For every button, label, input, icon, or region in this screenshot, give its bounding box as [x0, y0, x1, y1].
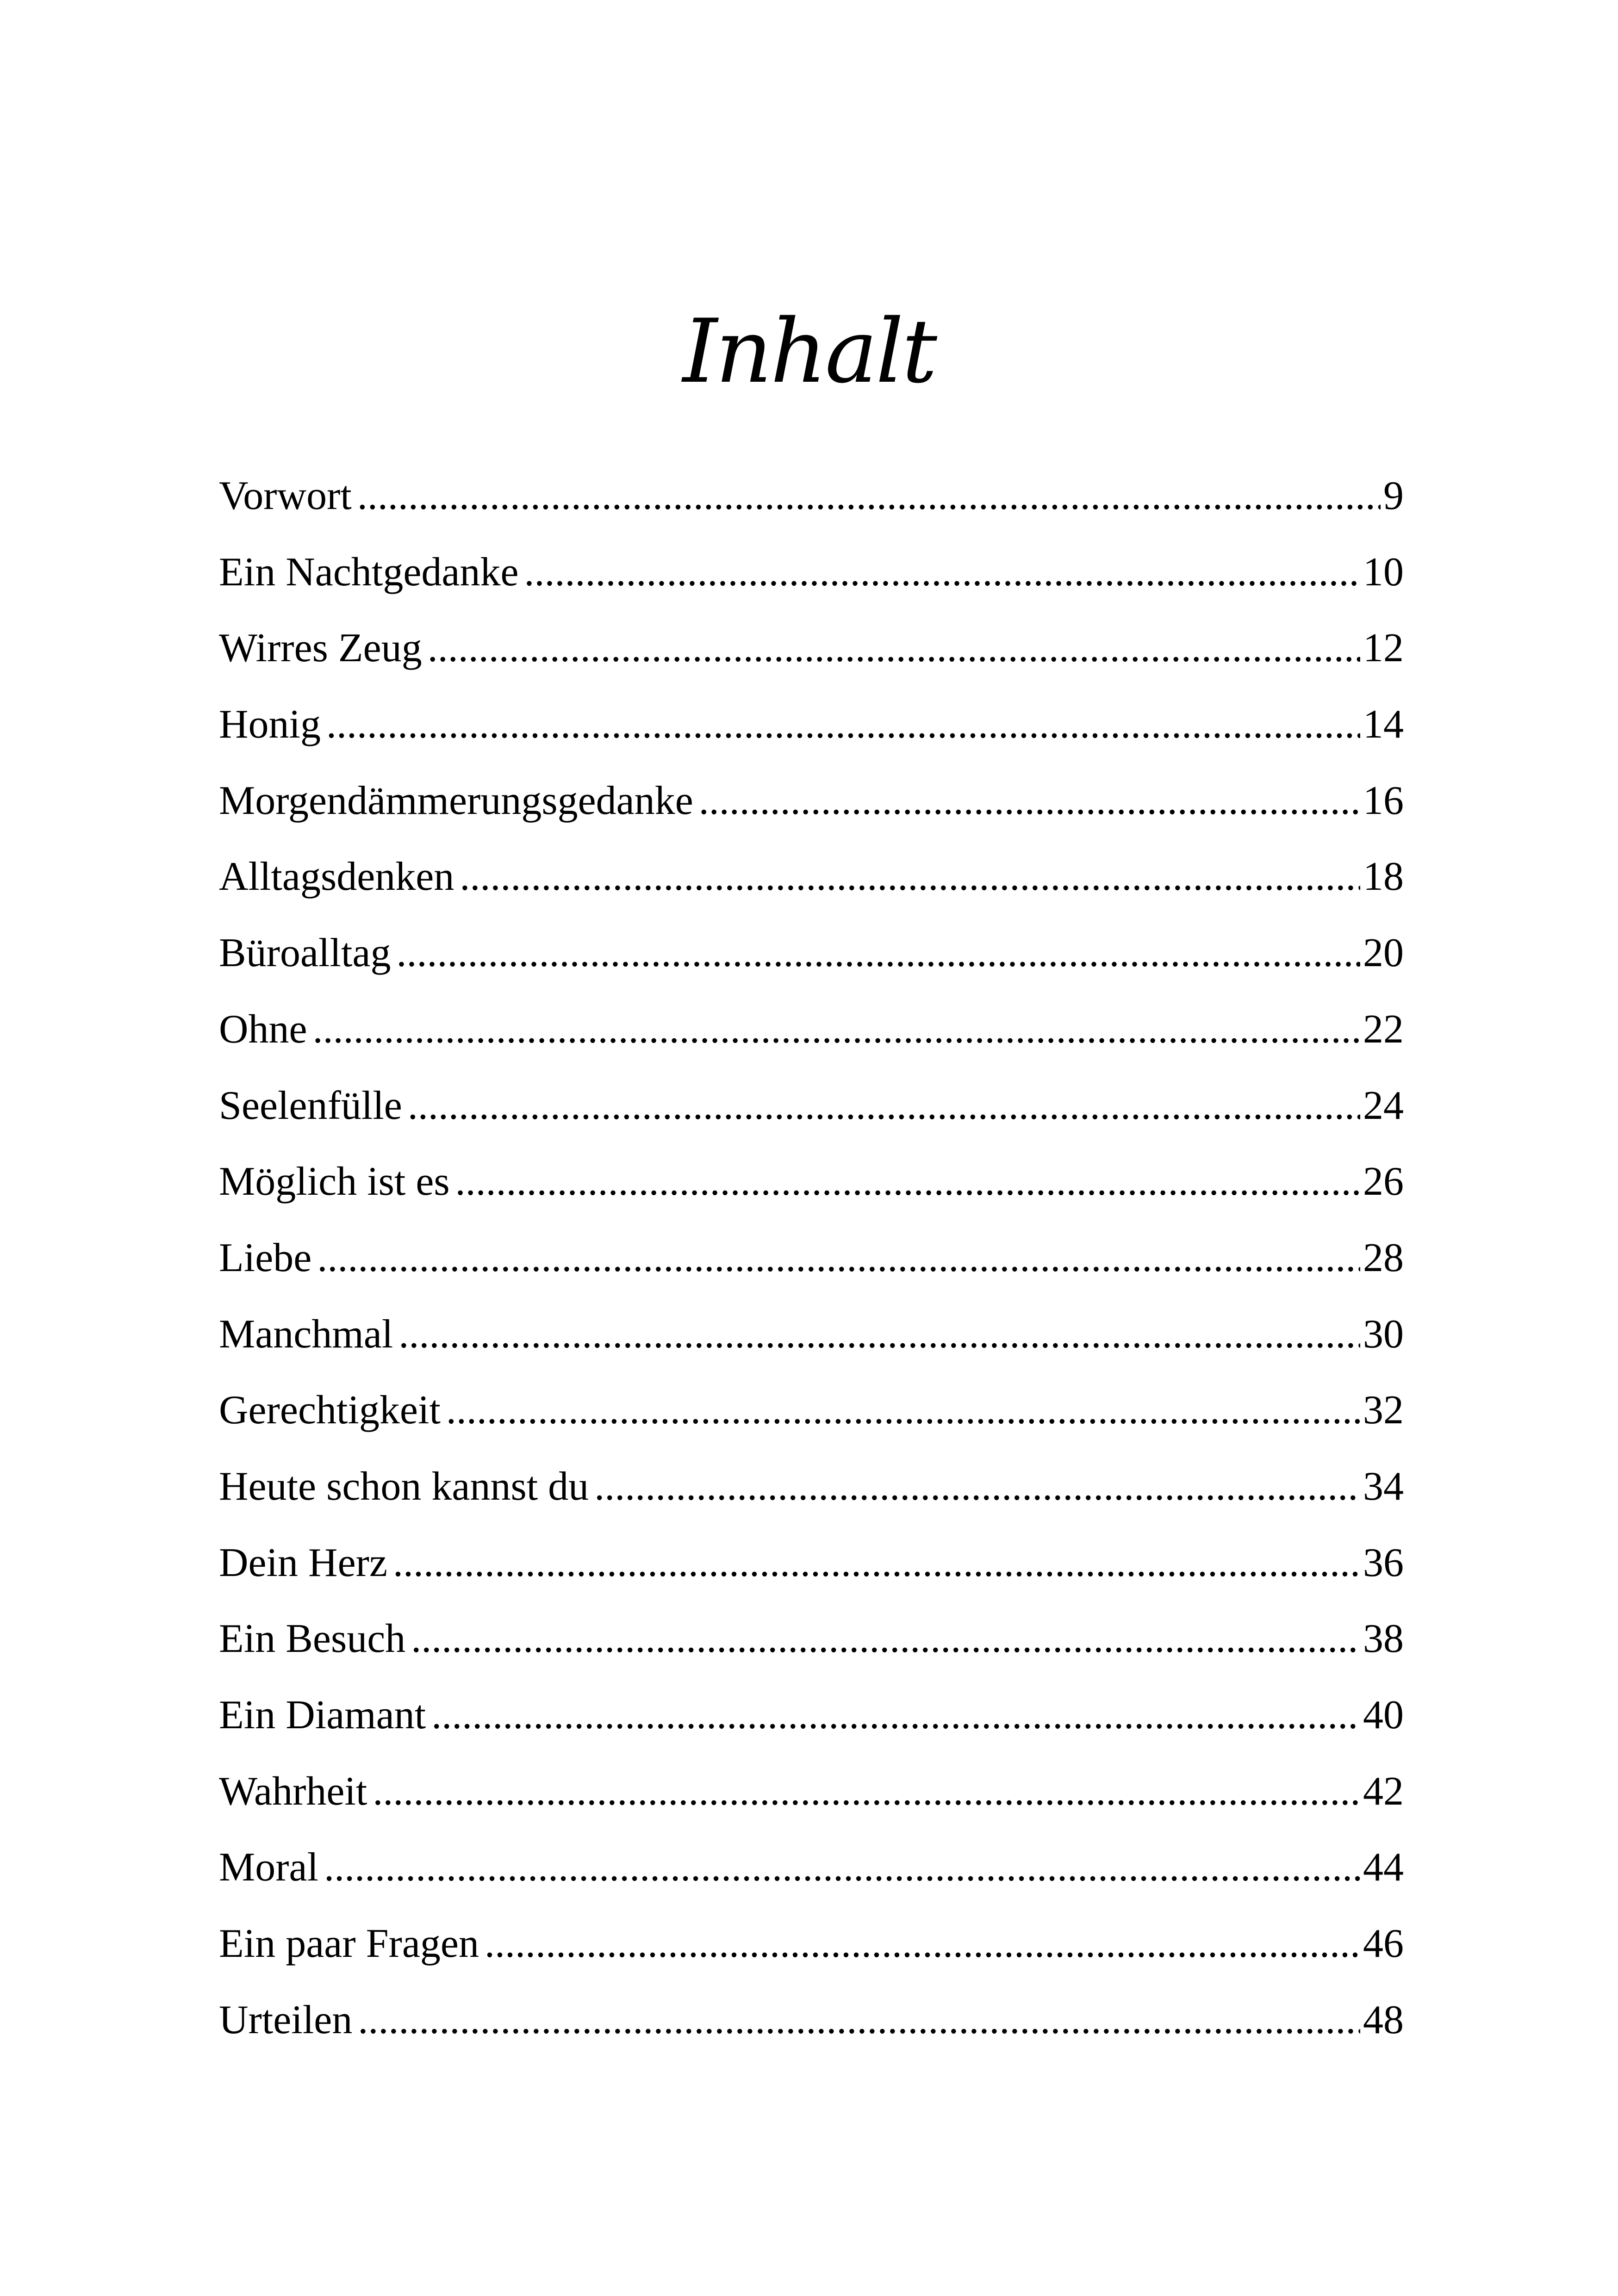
toc-entry-page: 16 — [1363, 778, 1404, 823]
toc-entry[interactable] — [219, 687, 1404, 763]
toc-entry[interactable] — [219, 534, 1404, 611]
toc-entry[interactable] — [219, 1068, 1404, 1144]
toc-entry-title: Manchmal — [219, 1311, 393, 1357]
toc-entry-page: 24 — [1363, 1083, 1404, 1128]
toc-entry-title: Urteilen — [219, 1997, 353, 2042]
dot-leader — [317, 1220, 1360, 1296]
toc-entry-title: Morgendämmerungsgedanke — [219, 778, 693, 823]
toc-entry-title: Möglich ist es — [219, 1159, 450, 1204]
dot-leader — [411, 1601, 1360, 1677]
dot-leader — [446, 1372, 1360, 1448]
dot-leader — [455, 1144, 1360, 1220]
page-title: Inhalt — [682, 300, 936, 403]
toc-entry[interactable] — [219, 992, 1404, 1068]
toc-entry-page: 14 — [1363, 702, 1404, 747]
toc-entry[interactable] — [219, 1449, 1404, 1525]
toc-entry-title: Wirres Zeug — [219, 626, 422, 671]
toc-entry-title: Seelenfülle — [219, 1083, 402, 1128]
toc-entry-title: Dein Herz — [219, 1540, 388, 1585]
toc-entry[interactable] — [219, 1982, 1404, 2059]
toc-entry-page: 30 — [1363, 1311, 1404, 1357]
dot-leader — [373, 1754, 1360, 1830]
dot-leader — [524, 534, 1361, 610]
dot-leader — [357, 458, 1381, 534]
toc-entry-title: Ein paar Fragen — [219, 1921, 479, 1967]
toc-entry-page: 40 — [1363, 1693, 1404, 1738]
toc-entry[interactable] — [219, 458, 1404, 534]
toc-entry-page: 36 — [1363, 1540, 1404, 1585]
toc-entry-title: Gerechtigkeit — [219, 1388, 441, 1433]
toc-entry-page: 44 — [1363, 1845, 1404, 1890]
toc-entry-title: Liebe — [219, 1235, 312, 1280]
dot-leader — [393, 1525, 1360, 1601]
toc-entry[interactable] — [219, 1220, 1404, 1297]
toc-entry[interactable] — [219, 1601, 1404, 1677]
dot-leader — [460, 839, 1360, 915]
toc-entry-page: 9 — [1383, 473, 1404, 518]
dot-leader — [699, 763, 1360, 839]
table-of-contents — [219, 458, 1404, 2058]
toc-entry-page: 48 — [1363, 1997, 1404, 2042]
toc-entry-title: Moral — [219, 1845, 319, 1890]
toc-entry[interactable] — [219, 839, 1404, 915]
toc-entry-page: 12 — [1363, 626, 1404, 671]
toc-entry-page: 32 — [1363, 1388, 1404, 1433]
toc-entry-title: Vorwort — [219, 473, 352, 518]
dot-leader — [396, 915, 1360, 991]
toc-entry-page: 42 — [1363, 1769, 1404, 1814]
toc-entry-page: 22 — [1363, 1006, 1404, 1052]
toc-entry-title: Honig — [219, 702, 321, 747]
toc-entry-page: 28 — [1363, 1235, 1404, 1280]
toc-entry[interactable] — [219, 1754, 1404, 1830]
dot-leader — [428, 610, 1360, 686]
dot-leader — [326, 687, 1360, 763]
toc-entry-page: 18 — [1363, 854, 1404, 900]
toc-entry[interactable] — [219, 915, 1404, 992]
toc-entry-title: Ein Diamant — [219, 1693, 426, 1738]
dot-leader — [594, 1449, 1360, 1525]
toc-entry-title: Wahrheit — [219, 1769, 367, 1814]
toc-entry[interactable] — [219, 1372, 1404, 1449]
toc-entry-title: Ein Nachtgedanke — [219, 549, 519, 595]
toc-entry-page: 34 — [1363, 1464, 1404, 1509]
toc-entry[interactable] — [219, 610, 1404, 687]
toc-entry[interactable] — [219, 1830, 1404, 1906]
dot-leader — [313, 992, 1360, 1067]
toc-entry-title: Ein Besuch — [219, 1616, 406, 1662]
dot-leader — [485, 1906, 1360, 1982]
toc-entry-page: 46 — [1363, 1921, 1404, 1967]
dot-leader — [324, 1830, 1360, 1905]
toc-entry[interactable] — [219, 1297, 1404, 1373]
toc-entry-page: 10 — [1363, 549, 1404, 595]
toc-entry-page: 38 — [1363, 1616, 1404, 1662]
toc-entry-page: 20 — [1363, 931, 1404, 976]
toc-entry-title: Ohne — [219, 1006, 307, 1052]
toc-entry[interactable] — [219, 763, 1404, 839]
toc-entry-title: Alltagsdenken — [219, 854, 454, 900]
toc-entry[interactable] — [219, 1144, 1404, 1220]
toc-entry-title: Büroalltag — [219, 931, 391, 976]
dot-leader — [431, 1677, 1360, 1753]
toc-entry-title: Heute schon kannst du — [219, 1464, 589, 1509]
dot-leader — [398, 1297, 1360, 1372]
toc-entry-page: 26 — [1363, 1159, 1404, 1204]
dot-leader — [358, 1982, 1360, 2058]
toc-entry[interactable] — [219, 1677, 1404, 1754]
toc-entry[interactable] — [219, 1906, 1404, 1982]
toc-entry[interactable] — [219, 1525, 1404, 1601]
dot-leader — [408, 1068, 1360, 1144]
